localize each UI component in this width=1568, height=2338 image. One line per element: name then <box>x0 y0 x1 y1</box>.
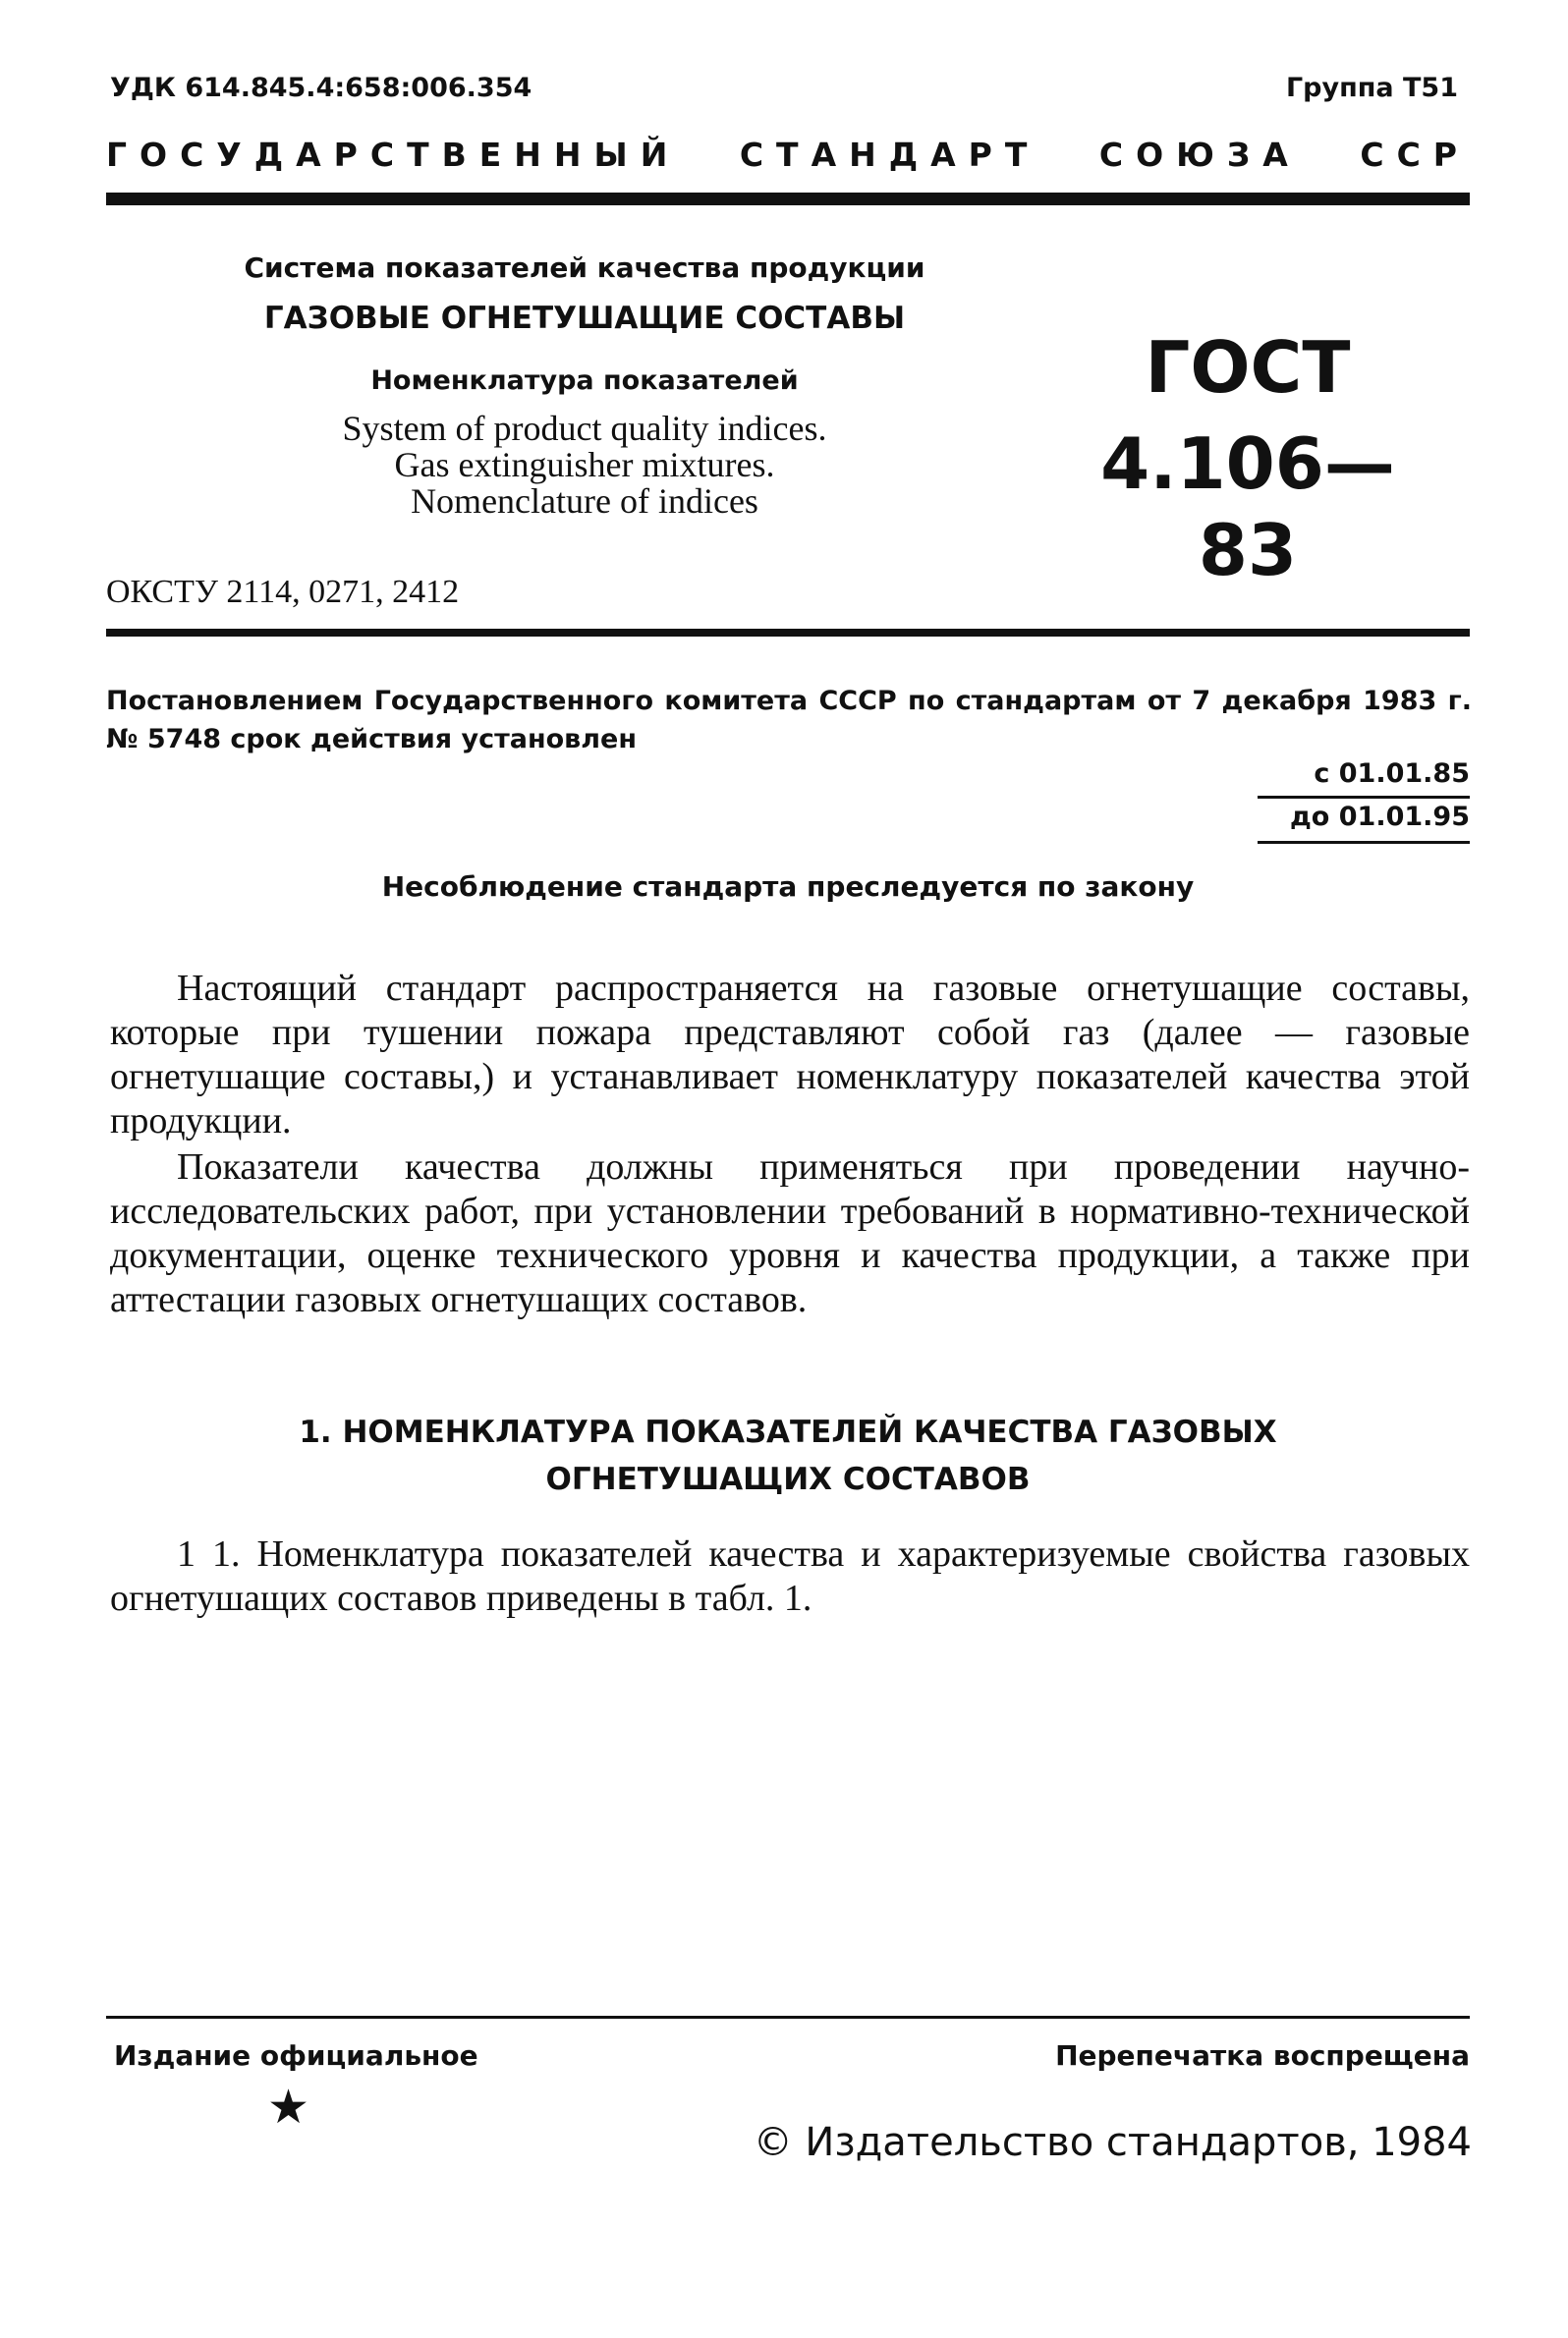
footer-rule <box>106 2016 1470 2019</box>
paragraph-scope: Настоящий стандарт распространяется на газовые огнетушащие составы, которые при тушении пожара представляют собой газ (далее — газовые огнетушащие составы,) и устанавливает номенклатуру показателей качества этой продукции. <box>110 968 1470 1141</box>
system-title: Система показателей качества продукции <box>244 251 925 284</box>
valid-from-date: с 01.01.85 <box>1314 758 1470 789</box>
reprint-prohibited-label: Перепечатка воспрещена <box>1055 2039 1470 2072</box>
section-heading-line-1: 1. НОМЕНКЛАТУРА ПОКАЗАТЕЛЕЙ КАЧЕСТВА ГАЗОВЫХ <box>299 1415 1277 1450</box>
valid-until-date: до 01.01.95 <box>1290 802 1470 832</box>
english-line-1: System of product quality indices. <box>342 409 827 448</box>
group-code: Группа Т51 <box>1285 73 1458 103</box>
english-title <box>196 411 973 520</box>
udk-code: УДК 614.845.4:658:006.354 <box>110 73 532 103</box>
gost-label: ГОСТ <box>1145 326 1351 409</box>
banner-word-3: СОЮЗА <box>1098 136 1301 174</box>
gost-number: 4.106—83 <box>1100 422 1395 591</box>
star-icon: ★ <box>267 2080 310 2135</box>
valid-from-underline <box>1258 796 1470 799</box>
subject-title: ГАЗОВЫЕ ОГНЕТУШАЩИЕ СОСТАВЫ <box>263 301 906 336</box>
official-edition-label: Издание официальное <box>114 2039 478 2072</box>
legal-notice: Несоблюдение стандарта преследуется по закону <box>381 870 1195 903</box>
decree-text: Постановлением Государственного комитета СССР по стандартам от 7 декабря 1983 г. № 5748 срок действия установлен <box>106 686 1472 754</box>
nomenclature-title: Номенклатура показателей <box>370 365 799 396</box>
state-standard-banner <box>106 136 1470 174</box>
paragraph-1-1: 1 1. Номенклатура показателей качества и характеризуемые свойства газовых огнетушащих составов приведены в табл. 1. <box>110 1533 1470 1619</box>
banner-word-2: СТАНДАРТ <box>739 136 1040 174</box>
section-heading <box>106 1409 1470 1503</box>
top-thick-rule <box>106 193 1470 205</box>
english-line-3: Nomenclature of indices <box>411 481 758 521</box>
banner-word-4: ССР <box>1360 136 1470 174</box>
english-line-2: Gas extinguisher mixtures. <box>394 445 775 484</box>
banner-word-1: ГОСУДАРСТВЕННЫЙ <box>106 136 681 174</box>
okstu-codes: ОКСТУ 2114, 0271, 2412 <box>106 574 460 610</box>
paragraph-application: Показатели качества должны применяться при проведении научно-исследовательских работ, при установлении требований в нормативно-технической документации, оценке технического уровня и качества продукции, а также при аттестации газовых огнетушащих составов. <box>110 1146 1470 1320</box>
copyright-line: © Издательство стандартов, 1984 <box>753 2120 1472 2165</box>
section-heading-line-2: ОГНЕТУШАЩИХ СОСТАВОВ <box>545 1462 1031 1497</box>
middle-rule <box>106 629 1470 637</box>
valid-until-underline <box>1258 841 1470 844</box>
